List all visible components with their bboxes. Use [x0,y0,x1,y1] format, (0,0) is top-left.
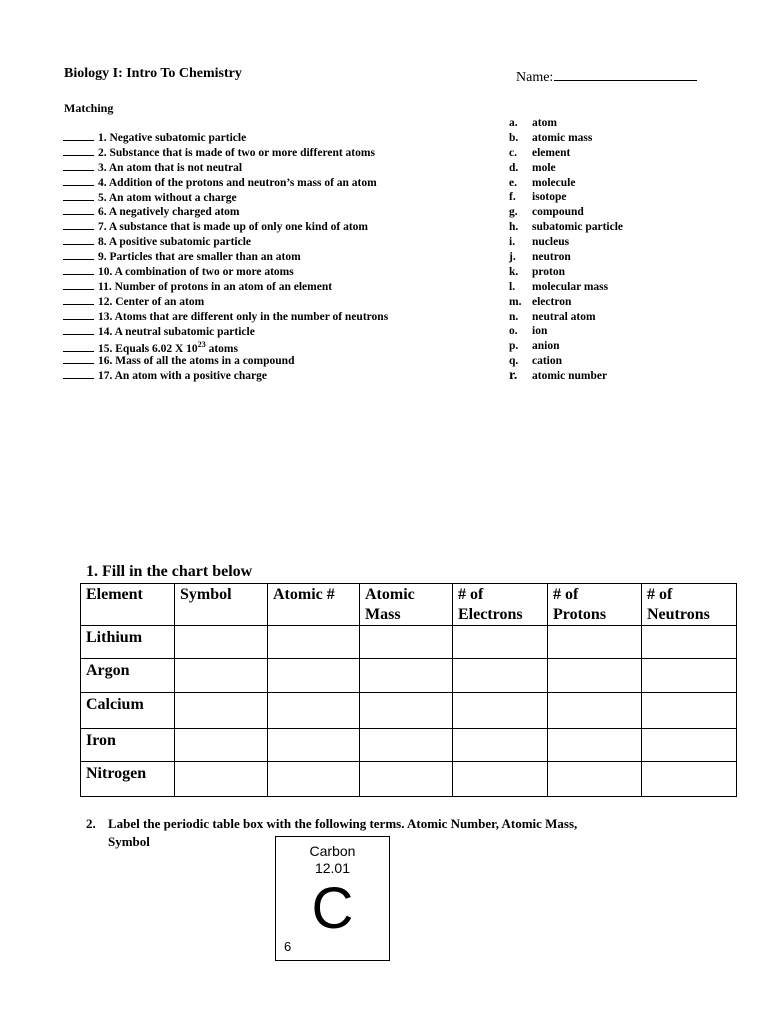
matching-question [63,353,388,368]
column-header-line: Element [86,586,143,603]
worksheet-title: Biology I: Intro To Chemistry [64,66,242,81]
answer-option [509,161,623,176]
question-text: 15. Equals 6.02 X 10 [98,343,198,356]
answer-blank[interactable] [63,279,94,290]
blank-cell[interactable] [453,762,548,797]
answer-term: molecular mass [532,280,609,293]
answer-term: subatomic particle [532,221,624,234]
answer-letter: g. [509,206,518,219]
blank-cell[interactable] [175,659,268,693]
matching-question [63,204,388,219]
answer-letter: q. [509,355,519,368]
answer-option [509,369,623,384]
answer-blank[interactable] [63,264,94,275]
answer-letter: j. [509,251,516,264]
answer-option [509,265,623,280]
blank-cell[interactable] [360,659,453,693]
answer-letter: m. [509,295,522,308]
answer-term: atom [532,117,557,129]
answer-letter: e. [509,176,517,189]
element-number: 6 [284,939,292,954]
answer-letter: i. [509,236,516,249]
name-blank-line[interactable] [554,66,697,81]
blank-cell[interactable] [642,626,737,659]
blank-cell[interactable] [360,693,453,729]
label-section-number: 2. [86,816,96,831]
blank-cell[interactable] [642,762,737,797]
column-header-line: Electrons [458,606,523,623]
matching-question-list [63,130,388,383]
column-header-line: # of [553,586,579,603]
answer-letter: c. [509,146,517,159]
answer-term: compound [532,206,584,219]
answer-blank[interactable] [63,204,94,215]
question-text: 16. Mass of all the atoms in a compound [98,355,295,368]
answer-term: mole [532,161,556,174]
chart-row [81,729,737,762]
question-text: 5. An atom without a charge [98,191,237,204]
question-text: 9. Particles that are smaller than an atom [98,251,301,264]
matching-question [63,234,388,249]
matching-question [63,130,388,145]
matching-question [63,309,388,324]
question-text: 6. A negatively charged atom [98,206,240,219]
answer-blank[interactable] [63,145,94,156]
question-suffix: atoms [205,343,238,356]
matching-question [63,160,388,175]
answer-blank[interactable] [63,160,94,171]
chart-row [81,762,737,797]
label-section-text-cont: Symbol [108,834,150,849]
blank-cell[interactable] [175,626,268,659]
blank-cell[interactable] [642,729,737,762]
column-header [360,584,453,626]
blank-cell[interactable] [453,729,548,762]
answer-option [509,176,623,191]
blank-cell[interactable] [548,729,642,762]
answer-option [509,250,623,265]
blank-cell[interactable] [548,762,642,797]
column-header-line: Protons [553,606,607,623]
answer-letter: l. [509,280,516,293]
element-symbol: C [311,876,354,941]
chart-row [81,659,737,693]
matching-answer-list [509,116,623,384]
column-header-line: # of [647,586,673,603]
matching-question [63,219,388,234]
question-text: 12. Center of an atom [98,295,205,308]
element-chart [80,583,737,797]
answer-term: atomic number [532,370,608,383]
column-header [175,584,268,626]
blank-cell[interactable] [642,693,737,729]
question-text: 14. A neutral subatomic particle [98,325,255,338]
element-mass: 12.01 [314,860,351,876]
blank-cell[interactable] [453,659,548,693]
answer-term: neutral atom [532,310,596,323]
matching-heading: Matching [64,101,114,115]
blank-cell[interactable] [360,626,453,659]
question-text: 2. Substance that is made of two or more different atoms [98,146,375,159]
matching-question [63,145,388,160]
column-header [268,584,360,626]
matching-question [63,264,388,279]
answer-term: nucleus [532,236,570,249]
blank-cell[interactable] [175,729,268,762]
question-text: 8. A positive subatomic particle [98,236,252,249]
answer-option [509,205,623,220]
blank-cell[interactable] [268,729,360,762]
question-text: 13. Atoms that are different only in the number of neutrons [98,310,389,323]
answer-option [509,339,623,354]
matching-question [63,249,388,264]
answer-letter: a. [509,117,518,129]
matching-question [63,324,388,339]
question-text: 10. A combination of two or more atoms [98,266,294,279]
column-header-line: Atomic [365,586,415,603]
answer-option [509,354,623,369]
answer-option [509,190,623,205]
column-header [642,584,737,626]
blank-cell[interactable] [548,659,642,693]
chart-row [81,626,737,659]
blank-cell[interactable] [268,762,360,797]
column-header [453,584,548,626]
matching-question [63,368,388,383]
answer-term: proton [532,265,566,278]
answer-option [509,220,623,235]
answer-option [509,295,623,310]
answer-option [509,310,623,325]
matching-question [63,279,388,294]
answer-term: isotope [532,191,567,204]
column-header [548,584,642,626]
element-name-cell: Iron [81,729,175,762]
blank-cell[interactable] [360,729,453,762]
answer-blank[interactable] [63,309,94,320]
answer-blank[interactable] [63,249,94,260]
matching-question [63,294,388,309]
answer-option [509,280,623,295]
matching-question [63,190,388,205]
answer-term: molecule [532,176,576,189]
column-header-line: Mass [365,606,401,623]
answer-letter: r. [509,368,518,384]
answer-blank[interactable] [63,234,94,245]
answer-letter: p. [509,340,519,353]
answer-term: atomic mass [532,131,593,144]
column-header-line: Neutrons [647,606,710,623]
answer-blank[interactable] [63,219,94,230]
blank-cell[interactable] [548,693,642,729]
blank-cell[interactable] [175,693,268,729]
matching-question [63,175,388,190]
blank-cell[interactable] [175,762,268,797]
answer-letter: b. [509,131,519,144]
answer-option [509,116,623,131]
blank-cell[interactable] [268,626,360,659]
answer-blank[interactable] [63,341,94,352]
question-text: 11. Number of protons in an atom of an element [98,280,333,293]
answer-term: anion [532,340,560,353]
element-name-cell: Nitrogen [81,762,175,797]
column-header-line: # of [458,586,484,603]
element-name: Carbon [309,843,356,859]
question-text: 4. Addition of the protons and neutron’s mass of an atom [98,176,377,189]
blank-cell[interactable] [360,762,453,797]
column-header-line: Symbol [180,586,232,603]
answer-blank[interactable] [63,294,94,305]
question-text: 17. An atom with a positive charge [98,370,267,383]
chart-row [81,693,737,729]
answer-blank[interactable] [63,324,94,335]
answer-term: element [532,146,571,159]
label-section-text: Label the periodic table box with the following terms. Atomic Number, Atomic Mass, [108,816,578,831]
question-text: 1. Negative subatomic particle [98,132,247,144]
blank-cell[interactable] [642,659,737,693]
question-text: 3. An atom that is not neutral [98,161,243,174]
blank-cell[interactable] [453,693,548,729]
blank-cell[interactable] [268,659,360,693]
blank-cell[interactable] [268,693,360,729]
element-name-cell: Lithium [81,626,175,659]
answer-letter: k. [509,265,519,278]
exponent: 23 [197,340,206,350]
answer-letter: h. [509,221,519,234]
answer-blank[interactable] [63,368,94,379]
answer-letter: n. [509,310,519,323]
answer-letter: d. [509,161,519,174]
answer-option [509,235,623,250]
name-label: Name: [516,70,554,85]
answer-blank[interactable] [63,190,94,201]
answer-option [509,131,623,146]
element-name-cell: Calcium [81,693,175,729]
answer-option [509,146,623,161]
answer-blank[interactable] [63,130,94,141]
matching-question [63,338,388,356]
answer-letter: o. [509,325,518,338]
answer-term: cation [532,355,563,368]
blank-cell[interactable] [453,626,548,659]
element-name-cell: Argon [81,659,175,693]
answer-option [509,324,623,339]
answer-term: neutron [532,251,571,264]
answer-blank[interactable] [63,353,94,364]
blank-cell[interactable] [548,626,642,659]
answer-letter: f. [509,191,516,204]
answer-term: electron [532,295,572,308]
name-field [516,66,697,86]
column-header [81,584,175,626]
chart-section-heading: 1. Fill in the chart below [86,563,253,580]
answer-blank[interactable] [63,175,94,186]
periodic-table-box [275,836,390,961]
question-text: 7. A substance that is made up of only one kind of atom [98,221,368,234]
answer-term: ion [532,325,548,338]
column-header-line: Atomic # [273,586,335,603]
chart-header-row [81,584,737,626]
